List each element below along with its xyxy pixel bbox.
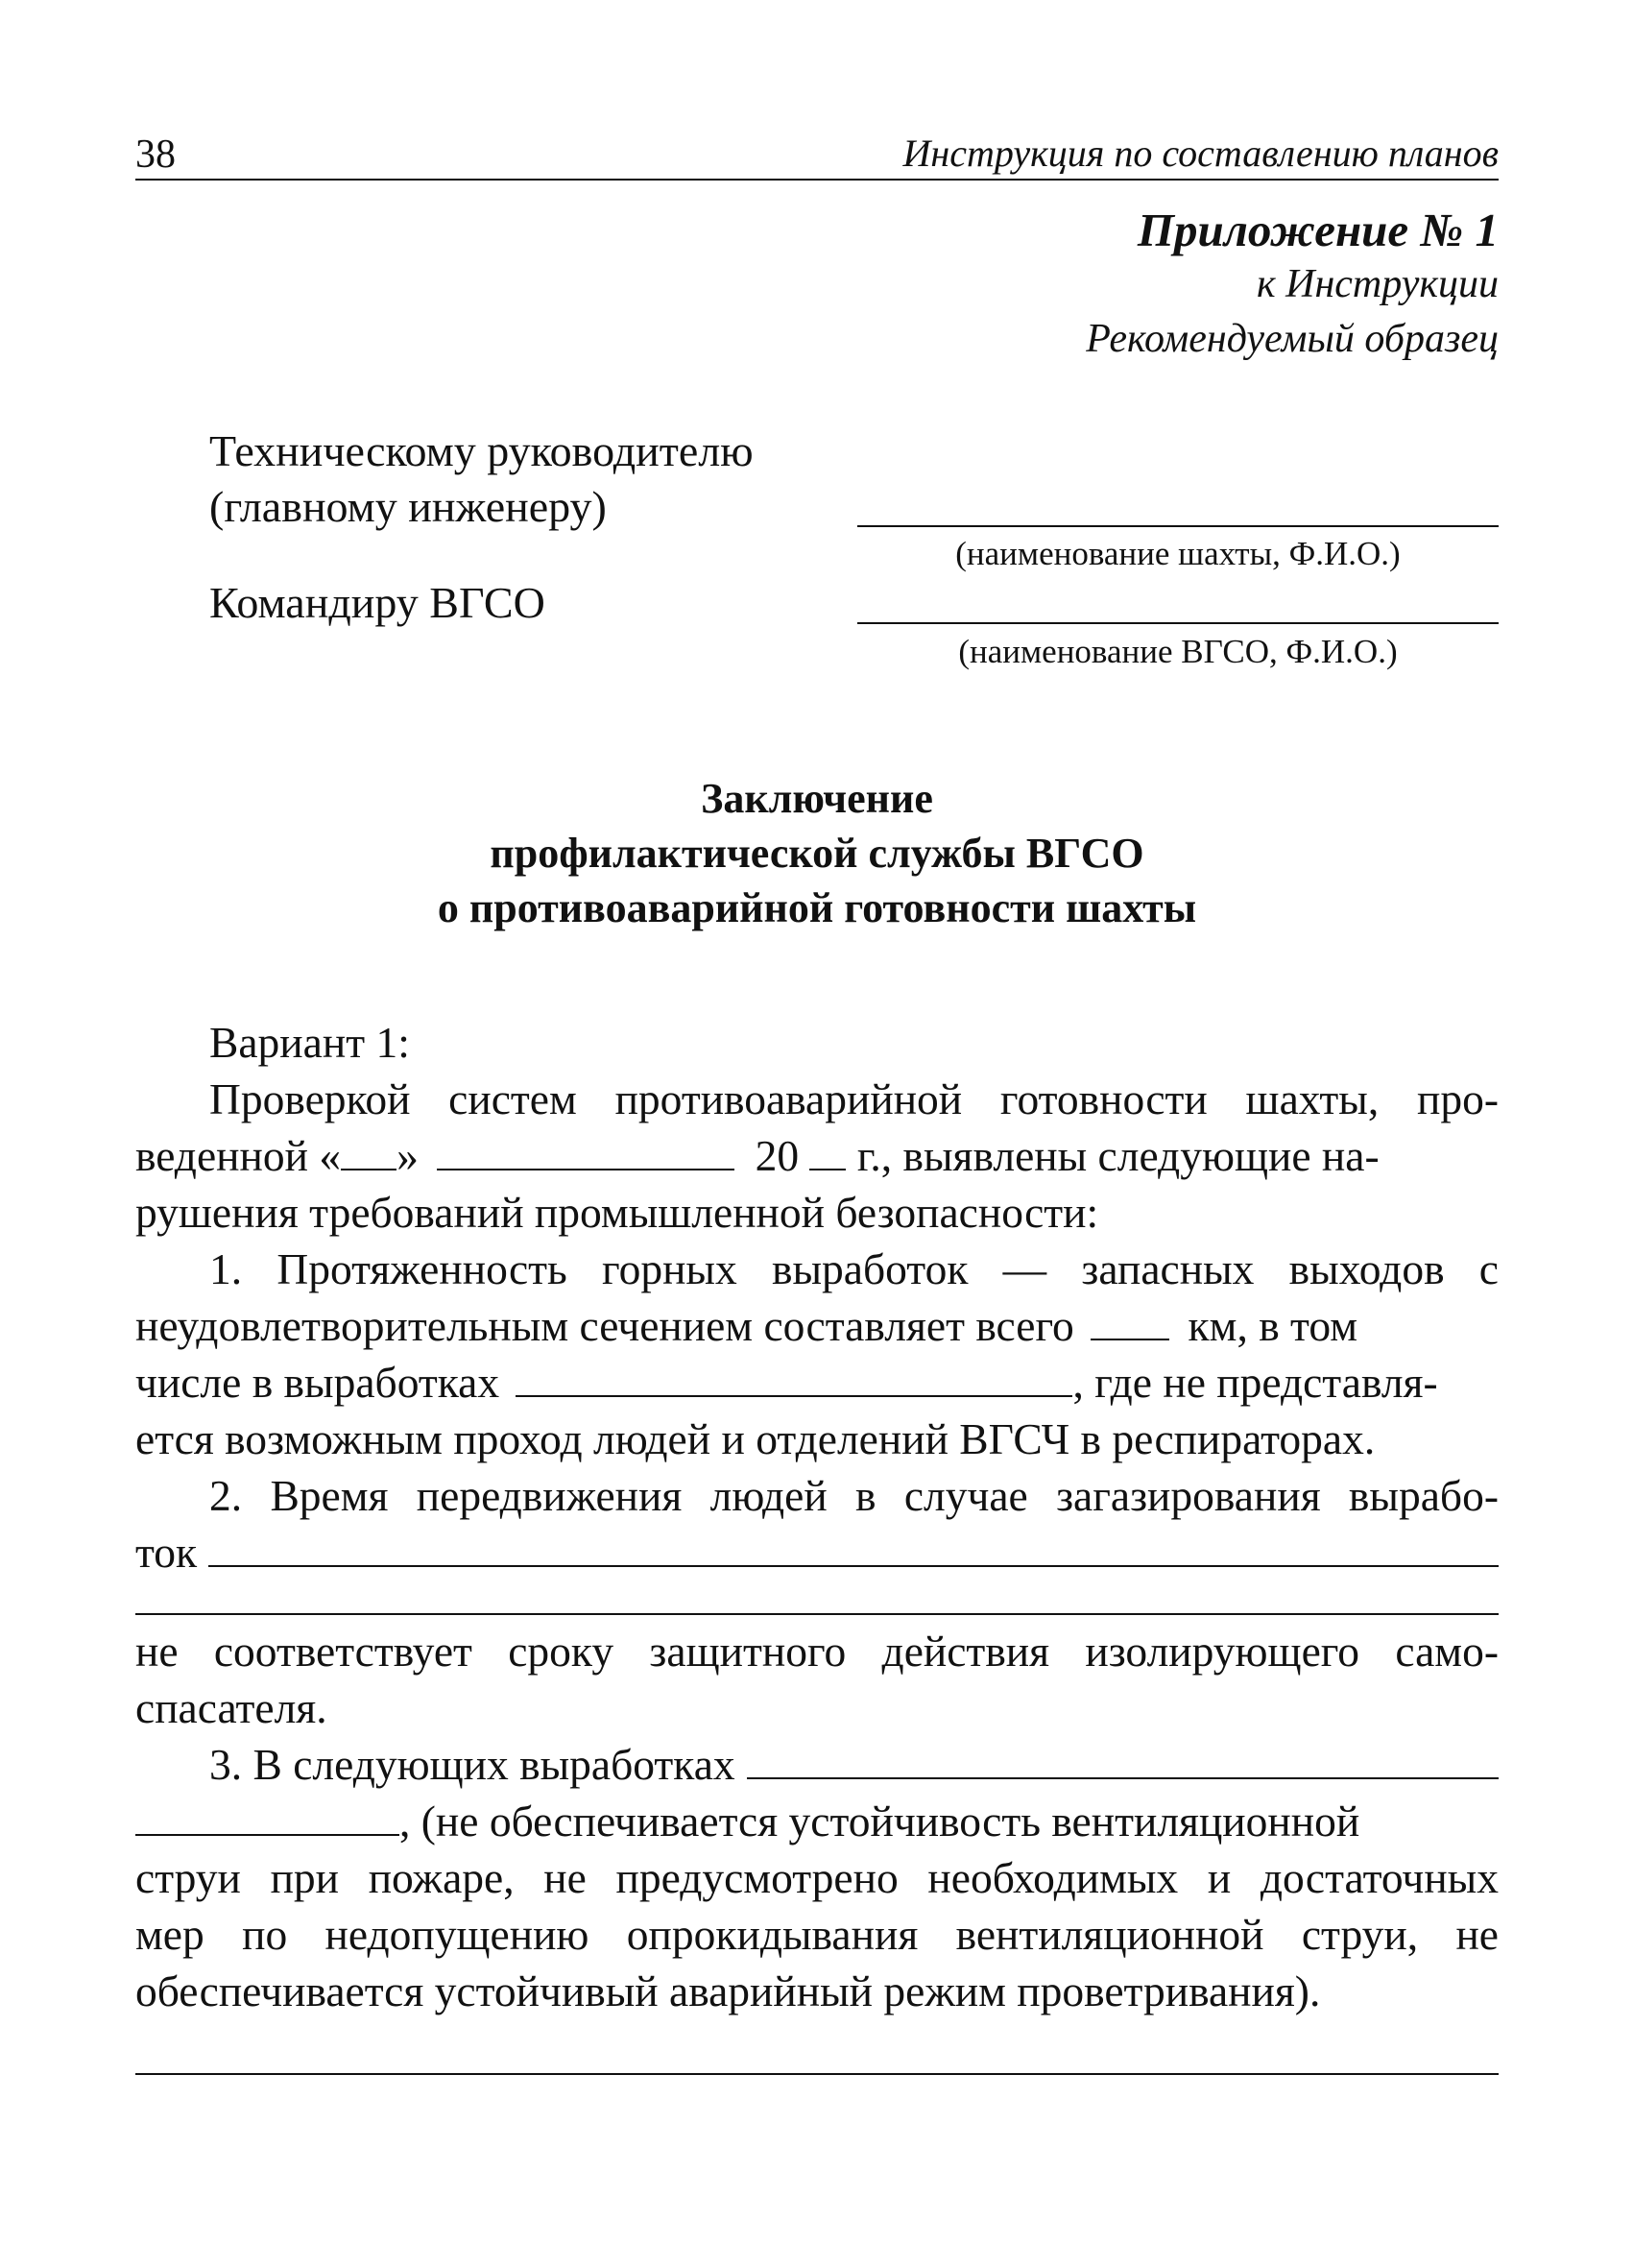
title-line-1: Заключение — [701, 775, 933, 822]
item3-workings-blank[interactable] — [747, 1745, 1499, 1779]
item2-line1: 2. Время передвижения людей в случае загазирования вырабо- — [209, 1471, 1499, 1520]
year-blank[interactable] — [809, 1136, 846, 1170]
item1-line3-part-b: , где не представля- — [1072, 1358, 1438, 1407]
item3-line4: мер по недопущению опрокидывания вентиляционной струи, не — [135, 1910, 1499, 1959]
item3-workings-blank-cont[interactable] — [135, 1801, 399, 1836]
length-km-blank[interactable] — [1091, 1306, 1169, 1340]
appendix-reference: к Инструкции — [1256, 261, 1499, 306]
document-title — [135, 771, 1499, 935]
vgso-name-caption: (наименование ВГСО, Ф.И.О.) — [958, 633, 1398, 670]
vgso-name-fill-line[interactable] — [857, 622, 1499, 624]
item1-line2-part-b: км, в том — [1188, 1301, 1358, 1350]
addressee-tech-head-line2: (главному инженеру) — [209, 482, 607, 531]
addressee-commander: Командиру ВГСО — [209, 578, 545, 627]
item3-line2 — [135, 1799, 1499, 1844]
travel-time-blank[interactable] — [208, 1532, 1499, 1567]
item2-line3: не соответствует сроку защитного действия изолирующего само- — [135, 1627, 1499, 1676]
item1-line4: ется возможным проход людей и отделений ВГСЧ в респираторах. — [135, 1414, 1376, 1463]
title-line-3: о противоаварийной готовности шахты — [437, 884, 1197, 931]
travel-time-blank-line2[interactable] — [135, 1613, 1499, 1615]
item2-line2 — [135, 1528, 1499, 1577]
p1-line2 — [135, 1131, 1499, 1180]
p1-line1: Проверкой систем противоаварийной готовности шахты, про- — [209, 1074, 1499, 1123]
item3-line1-text: 3. В следующих выработках — [209, 1740, 735, 1789]
p1-line2-part-b: » — [396, 1131, 419, 1180]
p1-line2-part-d: г., выявлены следующие на- — [856, 1131, 1380, 1180]
mine-name-fill-line[interactable] — [857, 525, 1499, 527]
item1-line1: 1. Протяженность горных выработок — запасных выходов с — [209, 1244, 1499, 1293]
title-line-2: профилактической службы ВГСО — [490, 830, 1144, 877]
appendix-block — [1086, 205, 1499, 366]
item1-line3-part-a: числе в выработках — [135, 1358, 500, 1407]
item2-line2-text: ток — [135, 1528, 198, 1577]
item1-line2 — [135, 1301, 1499, 1350]
item3-line3: струи при пожаре, не предусмотрено необходимых и достаточных — [135, 1853, 1499, 1902]
appendix-title: Приложение № 1 — [1137, 204, 1499, 256]
mine-name-caption: (наименование шахты, Ф.И.О.) — [955, 535, 1401, 572]
workings-blank[interactable] — [516, 1363, 1072, 1397]
month-blank[interactable] — [437, 1136, 734, 1170]
running-title: Инструкция по составлению планов — [902, 132, 1499, 175]
appendix-sample-note: Рекомендуемый образец — [1086, 316, 1499, 361]
item1-line3 — [135, 1358, 1499, 1407]
item1-line2-part-a: неудовлетворительным сечением составляет всего — [135, 1301, 1074, 1350]
p1-line3: рушения требований промышленной безопасности: — [135, 1188, 1099, 1237]
item2-line4: спасателя. — [135, 1683, 327, 1732]
closing-fill-line[interactable] — [135, 2073, 1499, 2075]
day-blank[interactable] — [341, 1136, 396, 1170]
variant-label: Вариант 1: — [209, 1018, 410, 1067]
item3-line5: обеспечивается устойчивый аварийный режим проветривания). — [135, 1966, 1321, 2015]
p1-line2-year-prefix: 20 — [755, 1131, 800, 1180]
item3-line1 — [135, 1740, 1499, 1789]
p1-line2-part-a: веденной « — [135, 1131, 342, 1180]
addressee-tech-head-line1: Техническому руководителю — [209, 426, 754, 475]
page-number: 38 — [135, 133, 176, 177]
item3-line2-text: , (не обеспечивается устойчивость вентиляционной — [399, 1797, 1360, 1846]
header-rule — [135, 179, 1499, 181]
